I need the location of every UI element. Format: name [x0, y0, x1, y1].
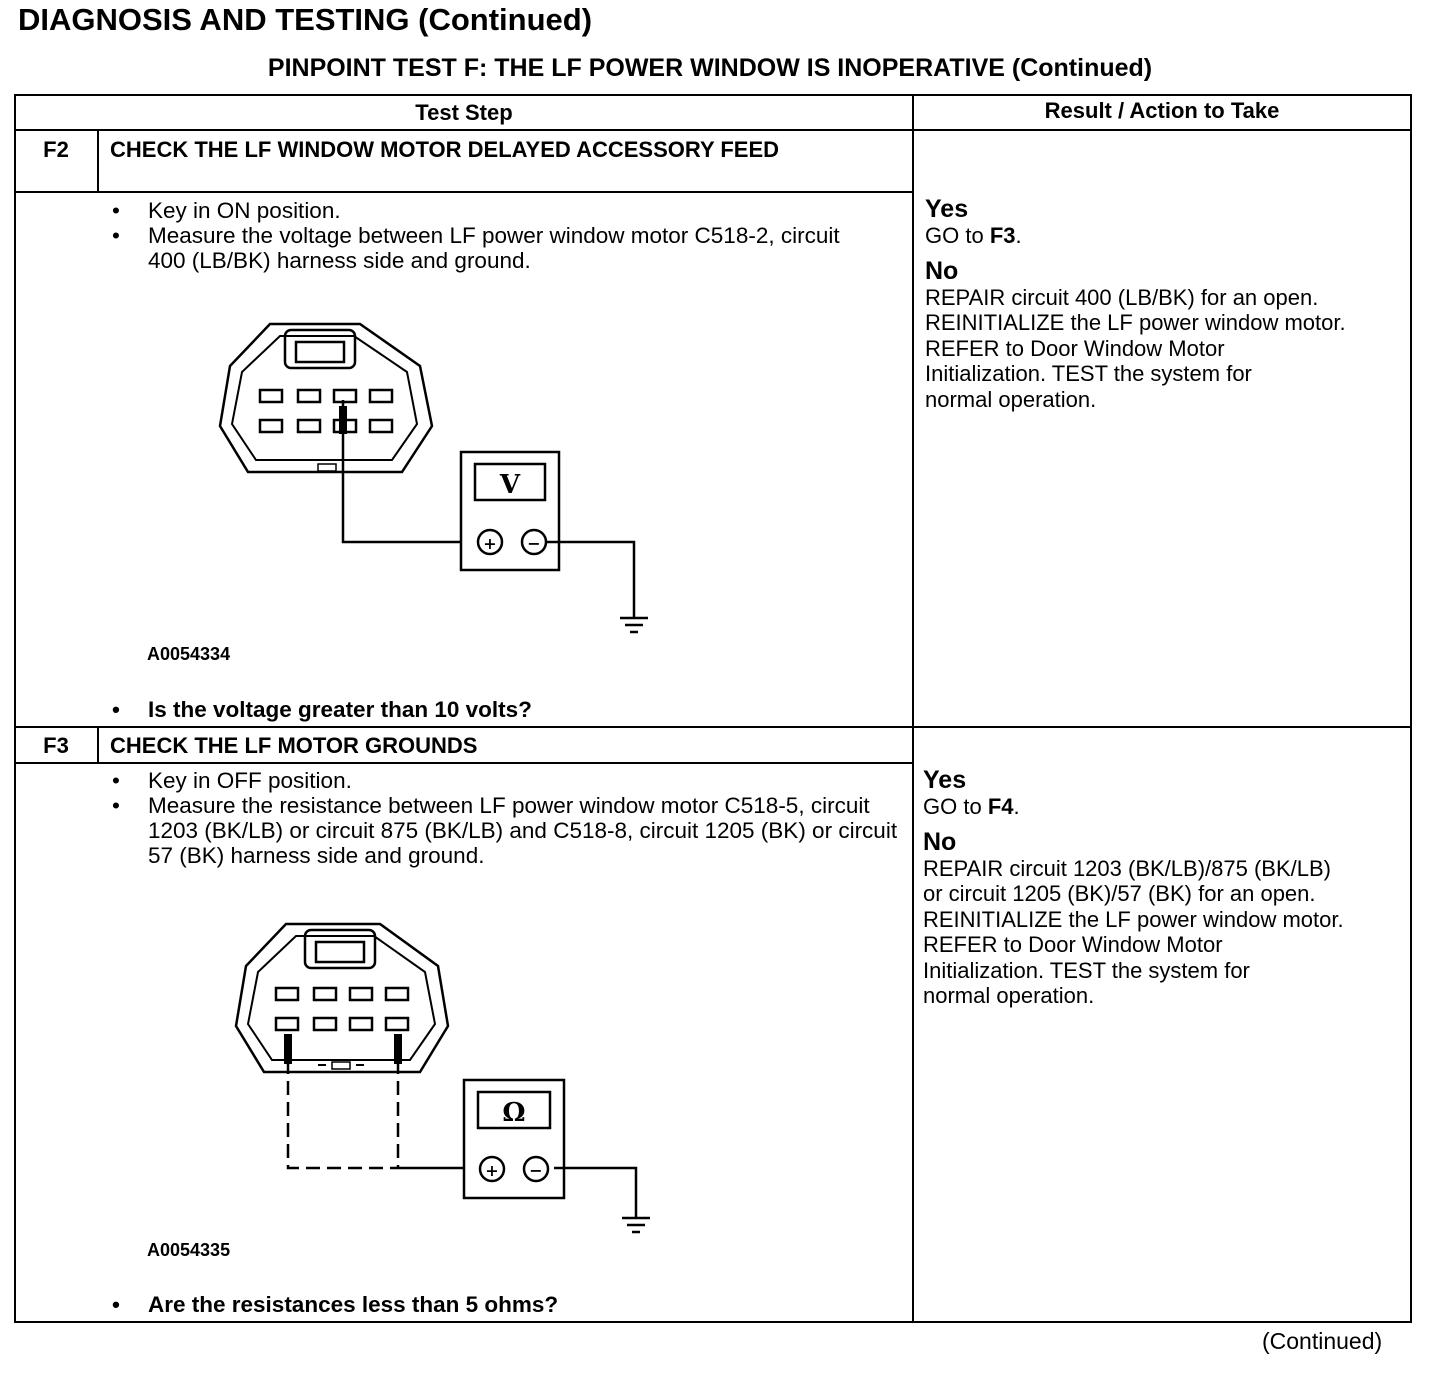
negative-label: − [527, 534, 541, 553]
no-label: No [925, 256, 959, 285]
step-title: CHECK THE LF WINDOW MOTOR DELAYED ACCESSORY FEED [110, 137, 780, 162]
result-block [925, 195, 1409, 412]
positive-label: + [485, 1161, 499, 1180]
step-question [110, 697, 880, 722]
column-header-test-step: Test Step [415, 100, 513, 125]
ohmmeter-connection-diagram [220, 910, 700, 1240]
meter-symbol: Ω [502, 1098, 526, 1128]
pinpoint-test-title: PINPOINT TEST F: THE LF POWER WINDOW IS INOPERATIVE (Continued) [267, 54, 1153, 82]
instruction-item: • Key in OFF position. [110, 768, 900, 793]
instruction-item: • Key in ON position. [110, 198, 880, 223]
no-action: REPAIR circuit 1203 (BK/LB)/875 (BK/LB) or circuit 1205 (BK)/57 (BK) for an open. REINITIALIZE the LF power window motor. REFER to Door Window Motor Initialization. TEST the system for normal operation. [923, 855, 1344, 1008]
yes-target: F4 [987, 794, 1014, 819]
step-instructions [110, 768, 900, 868]
page-title: DIAGNOSIS AND TESTING (Continued) [18, 2, 593, 37]
no-label: No [923, 827, 957, 856]
instruction-item: • Measure the voltage between LF power window motor C518-2, circuit 400 (LB/BK) harness side and ground. [110, 223, 880, 273]
figure-id: A0054335 [147, 1240, 231, 1260]
probe-wire-dashed [288, 1060, 398, 1168]
step-instructions [110, 198, 880, 273]
step-title: CHECK THE LF MOTOR GROUNDS [110, 733, 478, 758]
yes-target: F3 [989, 223, 1016, 248]
question-item: • Are the resistances less than 5 ohms? [110, 1292, 880, 1317]
yes-action: GO to F3. [925, 223, 1022, 248]
step-question [110, 1292, 880, 1317]
meter-symbol: V [499, 470, 521, 500]
yes-label: Yes [925, 195, 969, 223]
result-block [923, 766, 1409, 1009]
no-action: REPAIR circuit 400 (LB/BK) for an open. REINITIALIZE the LF power window motor. REFER to Door Window Motor Initialization. TEST the system for normal operation. [925, 284, 1346, 412]
instruction-item: • Measure the resistance between LF power window motor C518-5, circuit 1203 (BK/LB) or circuit 875 (BK/LB) and C518-8, circuit 1205 (BK) or circuit 57 (BK) harness side and ground. [110, 793, 900, 868]
continued-label: (Continued) [1262, 1328, 1383, 1354]
yes-action: GO to F4. [923, 794, 1020, 819]
question-item: • Is the voltage greater than 10 volts? [110, 697, 880, 722]
yes-label: Yes [923, 766, 967, 794]
step-id: F3 [43, 733, 69, 758]
figure-id: A0054334 [147, 644, 231, 664]
negative-label: − [529, 1161, 543, 1180]
column-header-result: Result / Action to Take [1044, 98, 1280, 123]
positive-label: + [483, 534, 497, 553]
step-id: F2 [43, 137, 69, 162]
voltmeter-connection-diagram [200, 310, 680, 650]
ground-wire [554, 1168, 636, 1218]
